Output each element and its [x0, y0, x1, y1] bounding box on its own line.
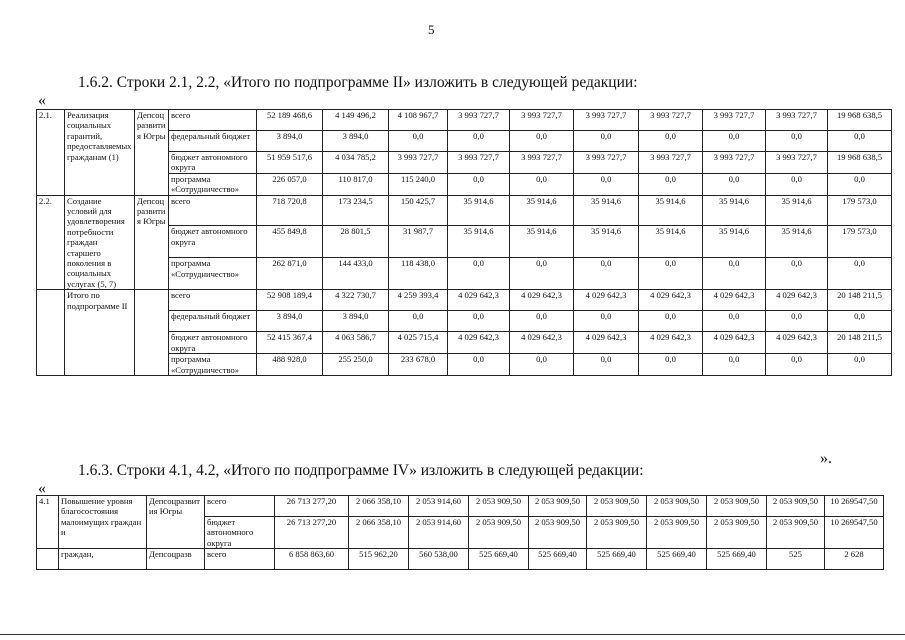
- amount-cell: 2 053 909,50: [587, 496, 647, 517]
- amount-cell: 2 053 909,50: [647, 517, 707, 549]
- amount-cell: 144 433,0: [323, 258, 389, 290]
- amount-cell: 455 849,8: [257, 226, 323, 258]
- amount-cell: 35 914,6: [510, 226, 574, 258]
- amount-cell: 2 628: [825, 549, 884, 570]
- funding-source: всего: [205, 496, 275, 517]
- amount-cell: 4 029 642,3: [639, 290, 703, 311]
- amount-cell: 0,0: [448, 354, 510, 376]
- amount-cell: 4 029 642,3: [703, 332, 766, 354]
- amount-cell: 560 538,00: [409, 549, 469, 570]
- table-row: [37, 549, 884, 570]
- amount-cell: 35 914,6: [639, 226, 703, 258]
- amount-cell: 179 573,0: [828, 195, 892, 226]
- amount-cell: 3 993 727,7: [448, 152, 510, 174]
- subprogram-ii-table: [36, 109, 892, 376]
- amount-cell: 4 259 393,4: [389, 290, 448, 311]
- amount-cell: 4 322 730,7: [323, 290, 389, 311]
- amount-cell: 150 425,7: [389, 195, 448, 226]
- amount-cell: 0,0: [703, 311, 766, 332]
- amount-cell: 2 053 909,50: [767, 496, 825, 517]
- amount-cell: 3 993 727,7: [766, 152, 828, 174]
- amount-cell: 179 573,0: [828, 226, 892, 258]
- amount-cell: 0,0: [448, 311, 510, 332]
- amount-cell: 3 894,0: [323, 311, 389, 332]
- amount-cell: 0,0: [766, 173, 828, 195]
- row-executor: Депсоцразвития Югры: [147, 496, 205, 549]
- amount-cell: 2 066 358,10: [349, 517, 409, 549]
- amount-cell: 0,0: [703, 354, 766, 376]
- amount-cell: 525: [767, 549, 825, 570]
- amount-cell: 35 914,6: [574, 195, 639, 226]
- amount-cell: 0,0: [389, 311, 448, 332]
- amount-cell: 4 029 642,3: [703, 290, 766, 311]
- amount-cell: 515 962,20: [349, 549, 409, 570]
- funding-source: всего: [169, 195, 257, 226]
- amount-cell: 118 438,0: [389, 258, 448, 290]
- amount-cell: 31 987,7: [389, 226, 448, 258]
- amount-cell: 52 189 468,6: [257, 110, 323, 131]
- amount-cell: 3 993 727,7: [703, 110, 766, 131]
- amount-cell: 2 066 358,10: [349, 496, 409, 517]
- amount-cell: 255 250,0: [323, 354, 389, 376]
- amount-cell: 3 993 727,7: [574, 110, 639, 131]
- amount-cell: 0,0: [574, 258, 639, 290]
- amount-cell: 3 993 727,7: [574, 152, 639, 174]
- amount-cell: 35 914,6: [510, 195, 574, 226]
- amount-cell: 19 968 638,5: [828, 152, 892, 174]
- amount-cell: 19 968 638,5: [828, 110, 892, 131]
- amount-cell: 28 801,5: [323, 226, 389, 258]
- amount-cell: 3 993 727,7: [703, 152, 766, 174]
- amount-cell: 52 415 367,4: [257, 332, 323, 354]
- amount-cell: 3 993 727,7: [510, 152, 574, 174]
- amount-cell: 2 053 909,50: [707, 496, 767, 517]
- amount-cell: 0,0: [448, 258, 510, 290]
- amount-cell: 525 669,40: [587, 549, 647, 570]
- subprogram-iv-table: [36, 495, 884, 570]
- amount-cell: 0,0: [766, 258, 828, 290]
- amount-cell: 0,0: [639, 173, 703, 195]
- amount-cell: 0,0: [639, 258, 703, 290]
- amount-cell: 20 148 211,5: [828, 332, 892, 354]
- row-number: 2.2.: [37, 195, 65, 290]
- funding-source: федеральный бюджет: [169, 311, 257, 332]
- amount-cell: 0,0: [574, 131, 639, 152]
- amount-cell: 0,0: [639, 311, 703, 332]
- amount-cell: 35 914,6: [703, 226, 766, 258]
- row-title: Реализация социальных гарантий, предоставляемых гражданам (1): [65, 110, 135, 196]
- amount-cell: 2 053 909,50: [469, 496, 529, 517]
- amount-cell: 51 959 517,6: [257, 152, 323, 174]
- funding-source: бюджет автономного округа: [169, 332, 257, 354]
- row-number: 2.1.: [37, 110, 65, 196]
- amount-cell: 2 053 909,50: [767, 517, 825, 549]
- amount-cell: 4 029 642,3: [639, 332, 703, 354]
- amount-cell: 0,0: [639, 354, 703, 376]
- amount-cell: 0,0: [703, 131, 766, 152]
- row-number: 4.1: [37, 496, 59, 549]
- section-heading-2: 1.6.3. Строки 4.1, 4.2, «Итого по подпрограмме IV» изложить в следующей редакции:: [78, 462, 644, 479]
- funding-source: всего: [169, 290, 257, 311]
- table-row: [37, 496, 884, 517]
- amount-cell: 4 029 642,3: [510, 290, 574, 311]
- page-bottom-rule: [0, 634, 905, 635]
- amount-cell: 488 928,0: [257, 354, 323, 376]
- amount-cell: 0,0: [510, 311, 574, 332]
- open-quote-1: «: [38, 92, 46, 109]
- amount-cell: 2 053 909,50: [529, 496, 587, 517]
- amount-cell: 226 057,0: [257, 173, 323, 195]
- amount-cell: 115 240,0: [389, 173, 448, 195]
- amount-cell: 0,0: [828, 173, 892, 195]
- amount-cell: 35 914,6: [766, 226, 828, 258]
- amount-cell: 35 914,6: [703, 195, 766, 226]
- amount-cell: 0,0: [828, 258, 892, 290]
- amount-cell: 35 914,6: [574, 226, 639, 258]
- amount-cell: 35 914,6: [448, 226, 510, 258]
- amount-cell: 4 029 642,3: [510, 332, 574, 354]
- amount-cell: 6 858 863,60: [275, 549, 349, 570]
- funding-source: бюджет автономного округа: [169, 152, 257, 174]
- amount-cell: 2 053 909,50: [587, 517, 647, 549]
- amount-cell: 3 894,0: [323, 131, 389, 152]
- amount-cell: 718 720,8: [257, 195, 323, 226]
- funding-source: программа «Сотрудничество»: [169, 354, 257, 376]
- amount-cell: 233 678,0: [389, 354, 448, 376]
- row-title: Повышение уровня благосостояния малоимущих граждан и: [59, 496, 147, 549]
- amount-cell: 3 993 727,7: [448, 110, 510, 131]
- amount-cell: 262 871,0: [257, 258, 323, 290]
- funding-source: федеральный бюджет: [169, 131, 257, 152]
- amount-cell: 525 669,40: [469, 549, 529, 570]
- amount-cell: 0,0: [574, 311, 639, 332]
- amount-cell: 0,0: [574, 354, 639, 376]
- table-row: [37, 195, 892, 226]
- amount-cell: 4 034 785,2: [323, 152, 389, 174]
- amount-cell: 52 908 189,4: [257, 290, 323, 311]
- funding-source: программа «Сотрудничество»: [169, 173, 257, 195]
- section-heading-1: 1.6.2. Строки 2.1, 2.2, «Итого по подпрограмме II» изложить в следующей редакции:: [78, 74, 638, 91]
- amount-cell: 20 148 211,5: [828, 290, 892, 311]
- amount-cell: 0,0: [828, 131, 892, 152]
- amount-cell: 2 053 914,60: [409, 517, 469, 549]
- amount-cell: 2 053 909,50: [647, 496, 707, 517]
- amount-cell: 2 053 909,50: [707, 517, 767, 549]
- amount-cell: 26 713 277,20: [275, 496, 349, 517]
- amount-cell: 4 029 642,3: [766, 332, 828, 354]
- amount-cell: 10 269547,50: [825, 496, 884, 517]
- amount-cell: 0,0: [389, 131, 448, 152]
- amount-cell: 0,0: [766, 131, 828, 152]
- funding-source: бюджет автономного округа: [169, 226, 257, 258]
- open-quote-2: «: [38, 480, 46, 497]
- amount-cell: 4 029 642,3: [574, 332, 639, 354]
- amount-cell: 0,0: [574, 173, 639, 195]
- amount-cell: 3 993 727,7: [639, 110, 703, 131]
- amount-cell: 525 669,40: [529, 549, 587, 570]
- amount-cell: 4 029 642,3: [574, 290, 639, 311]
- amount-cell: 35 914,6: [448, 195, 510, 226]
- table-row: [37, 110, 892, 131]
- amount-cell: 3 993 727,7: [510, 110, 574, 131]
- close-quote-1: ».: [820, 450, 832, 467]
- amount-cell: 4 029 642,3: [448, 332, 510, 354]
- amount-cell: 35 914,6: [766, 195, 828, 226]
- row-executor: Депсоцразв: [147, 549, 205, 570]
- amount-cell: 4 063 586,7: [323, 332, 389, 354]
- row-title: граждан,: [59, 549, 147, 570]
- funding-source: программа «Сотрудничество»: [169, 258, 257, 290]
- amount-cell: 4 149 496,2: [323, 110, 389, 131]
- amount-cell: 0,0: [448, 131, 510, 152]
- amount-cell: 35 914,6: [639, 195, 703, 226]
- amount-cell: 0,0: [510, 258, 574, 290]
- amount-cell: 525 669,40: [707, 549, 767, 570]
- amount-cell: 3 993 727,7: [766, 110, 828, 131]
- amount-cell: 3 894,0: [257, 311, 323, 332]
- amount-cell: 173 234,5: [323, 195, 389, 226]
- amount-cell: 10 269547,50: [825, 517, 884, 549]
- amount-cell: 3 894,0: [257, 131, 323, 152]
- amount-cell: 4 029 642,3: [448, 290, 510, 311]
- amount-cell: 0,0: [703, 173, 766, 195]
- row-executor: Депсоцразвития Югры: [135, 195, 169, 290]
- amount-cell: 0,0: [828, 354, 892, 376]
- funding-source: всего: [205, 549, 275, 570]
- amount-cell: 0,0: [510, 354, 574, 376]
- amount-cell: 0,0: [510, 131, 574, 152]
- amount-cell: 0,0: [766, 311, 828, 332]
- amount-cell: 2 053 909,50: [469, 517, 529, 549]
- amount-cell: 0,0: [639, 131, 703, 152]
- table-row: [37, 290, 892, 311]
- amount-cell: 0,0: [510, 173, 574, 195]
- amount-cell: 2 053 914,60: [409, 496, 469, 517]
- amount-cell: 0,0: [448, 173, 510, 195]
- amount-cell: 3 993 727,7: [389, 152, 448, 174]
- funding-source: бюджет автономного округа: [205, 517, 275, 549]
- row-title: Итого по подпрограмме II: [65, 290, 135, 376]
- amount-cell: 3 993 727,7: [639, 152, 703, 174]
- amount-cell: 4 029 642,3: [766, 290, 828, 311]
- amount-cell: 0,0: [703, 258, 766, 290]
- amount-cell: 525 669,40: [647, 549, 707, 570]
- row-executor: [135, 290, 169, 376]
- amount-cell: 2 053 909,50: [529, 517, 587, 549]
- amount-cell: 26 713 277,20: [275, 517, 349, 549]
- row-number: [37, 290, 65, 376]
- row-number: [37, 549, 59, 570]
- row-executor: Депсоцразвития Югры: [135, 110, 169, 196]
- amount-cell: 0,0: [766, 354, 828, 376]
- page-number: 5: [428, 22, 435, 37]
- funding-source: всего: [169, 110, 257, 131]
- amount-cell: 4 025 715,4: [389, 332, 448, 354]
- amount-cell: 110 817,0: [323, 173, 389, 195]
- amount-cell: 4 108 967,7: [389, 110, 448, 131]
- amount-cell: 0,0: [828, 311, 892, 332]
- row-title: Создание условий для удовлетворения потребности граждан старшего поколения в социальных услугах (5, 7): [65, 195, 135, 290]
